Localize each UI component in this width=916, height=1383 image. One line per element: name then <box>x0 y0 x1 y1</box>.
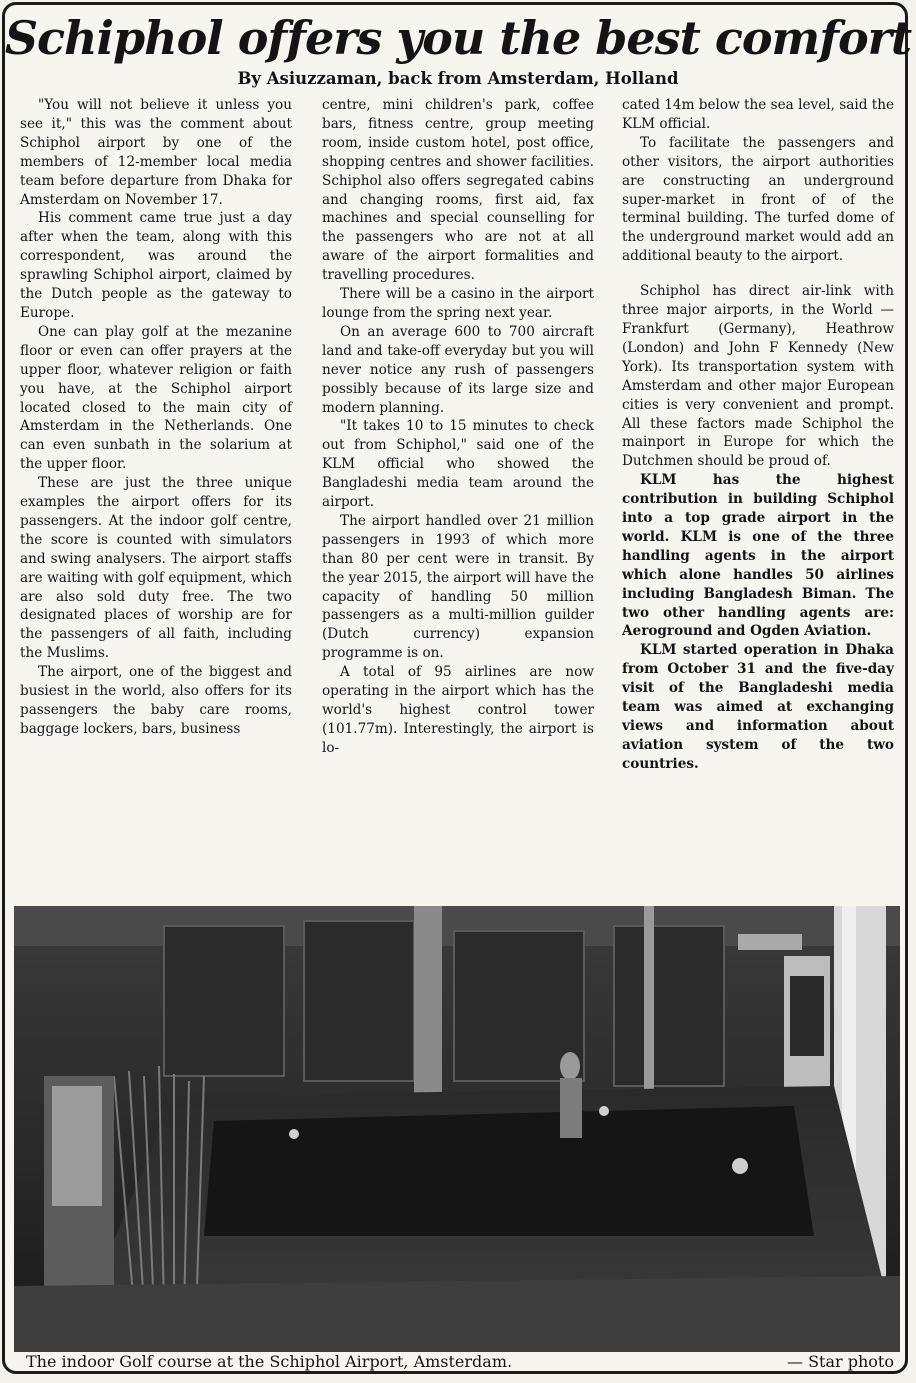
paragraph: KLM started operation in Dhaka from October 31 and the five-day visit of the Bangladeshi media team was aimed at exchanging views and information about aviation system of the two countries. <box>622 642 894 772</box>
headline: Schiphol offers you the best comfort <box>4 11 912 65</box>
paragraph: His comment came true just a day after when the team, along with this correspondent, was around the sprawling Schiphol airport, claimed by the Dutch people as the gateway to Europe. <box>20 210 292 321</box>
article-column-3 <box>622 96 894 774</box>
paragraph: On an average 600 to 700 aircraft land and take-off everyday but you will never notice any rush of passengers possibly because of its large size and modern planning. <box>322 323 594 416</box>
paragraph: KLM has the highest contribution in building Schiphol into a top grade airport in the world. KLM is one of the three handling agents in the airport which alone handles 50 airlines including Bangladesh Biman. The two other handling agents are: Aeroground and Ogden Aviation. <box>622 472 894 640</box>
paragraph: There will be a casino in the airport lounge from the spring next year. <box>322 286 594 321</box>
paragraph: To facilitate the passengers and other visitors, the airport authorities are constructing an underground super-market in front of of the terminal building. The turfed dome of the underground market would add an additional beauty to the airport. <box>622 134 894 265</box>
paragraph: Schiphol has direct air-link with three major airports, in the World — Frankfurt (Germany), Heathrow (London) and John F Kennedy (New York). Its transportation system with Amsterdam and other major European cities is very convenient and prompt. All these factors made Schiphol the mainport in Europe for which the Dutchmen should be proud of. <box>622 283 894 470</box>
byline: By Asiuzzaman, back from Amsterdam, Holland <box>237 69 679 88</box>
photo-caption: The indoor Golf course at the Schiphol Airport, Amsterdam. <box>26 1352 513 1371</box>
paragraph: A total of 95 airlines are now operating in the airport which has the world's highest control tower (101.77m). Interestingly, the airport is lo- <box>322 664 594 756</box>
paragraph: One can play golf at the mezanine floor or even can offer prayers at the upper floor, whatever religion or faith you have, at the Schiphol airport located closed to the main city of Amsterdam in the Netherlands. One can even sunbath in the solarium at the upper floor. <box>20 323 292 473</box>
photo-credit: — Star photo <box>787 1352 894 1371</box>
paragraph: The airport, one of the biggest and busiest in the world, also offers for its passengers the baby care rooms, baggage lockers, bars, business <box>20 664 292 737</box>
paragraph: cated 14m below the sea level, said the KLM official. <box>622 97 894 132</box>
golf-course-photo <box>14 906 900 1352</box>
paragraph: The airport handled over 21 million passengers in 1993 of which more than 80 per cent were in transit. By the year 2015, the airport will have the capacity of handling 50 million passengers as a multi-million guilder (Dutch currency) expansion programme is on. <box>322 512 594 662</box>
paragraph: "It takes 10 to 15 minutes to check out from Schiphol," said one of the KLM official who showed the Bangladeshi media team around the airport. <box>322 418 594 511</box>
paragraph: "You will not believe it unless you see it," this was the comment about Schiphol airport by one of the members of 12-member local media team before departure from Dhaka for Amsterdam on November 17. <box>20 97 292 208</box>
article-column-1 <box>20 96 292 739</box>
paragraph: These are just the three unique examples the airport offers for its passengers. At the indoor golf centre, the score is counted with simulators and swing analysers. The airport staffs are waiting with golf equipment, which are also sold duty free. The two designated places of worship are for the passengers of all faith, including the Muslims. <box>20 475 292 662</box>
paragraph: centre, mini children's park, coffee bars, fitness centre, group meeting room, inside custom hotel, post office, shopping centres and shower facilities. Schiphol also offers segregated cabins and changing rooms, first aid, fax machines and special counselling for the passengers who are not at all aware of the airport formalities and travelling procedures. <box>322 97 594 284</box>
article-column-2 <box>322 96 594 758</box>
